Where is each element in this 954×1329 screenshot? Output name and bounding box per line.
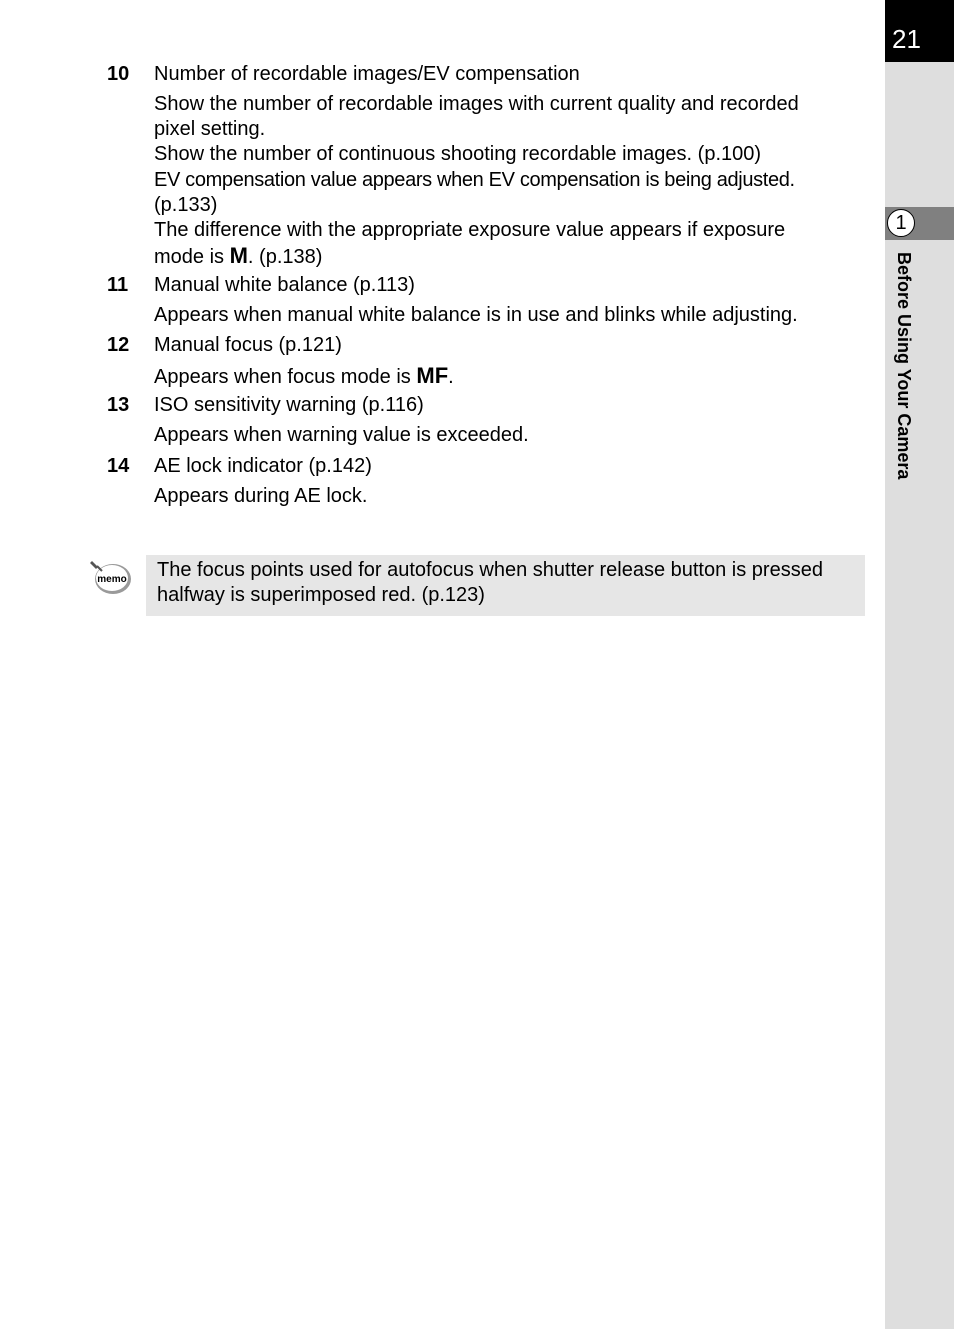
- item-number: 13: [107, 394, 130, 416]
- item-desc-line: Appears when manual white balance is in use and blinks while adjusting.: [154, 304, 798, 326]
- item-title: AE lock indicator (p.142): [154, 455, 372, 477]
- item-number: 10: [107, 63, 130, 85]
- item-desc-prefix: Appears when focus mode is: [154, 366, 417, 388]
- item-title: Manual focus (p.121): [154, 334, 342, 356]
- item-desc-line: EV compensation value appears when EV compensation is being adjusted.: [154, 169, 795, 191]
- manual-focus-icon: MF: [416, 363, 449, 388]
- memo-line: halfway is superimposed red. (p.123): [157, 584, 485, 606]
- chapter-side-bar: [885, 0, 954, 1329]
- item-title: ISO sensitivity warning (p.116): [154, 394, 424, 416]
- memo-box: [146, 555, 865, 616]
- item-desc-line: pixel setting.: [154, 118, 266, 140]
- item-desc-line: [154, 243, 867, 270]
- memo-line: The focus points used for autofocus when shutter release button is pressed: [157, 559, 823, 581]
- item-desc-prefix: mode is: [154, 246, 230, 268]
- memo-icon: [88, 559, 134, 597]
- item-number: 12: [107, 334, 130, 356]
- item-desc-suffix: . (p.138): [247, 246, 323, 268]
- item-title: Number of recordable images/EV compensation: [154, 63, 580, 85]
- memo-text: [157, 558, 823, 608]
- item-number: 11: [107, 274, 129, 296]
- item-desc-line: (p.133): [154, 194, 218, 216]
- chapter-number: 1: [887, 209, 915, 237]
- manual-exposure-mode-icon: M: [229, 243, 248, 268]
- item-desc-line: Show the number of recordable images with current quality and recorded: [154, 93, 799, 115]
- item-desc-line: Appears when warning value is exceeded.: [154, 424, 529, 446]
- item-desc-suffix: .: [448, 366, 454, 388]
- item-desc-line: Show the number of continuous shooting recordable images. (p.100): [154, 143, 762, 165]
- item-desc-line: The difference with the appropriate exposure value appears if exposure: [154, 219, 786, 241]
- chapter-title: Before Using Your Camera: [894, 252, 914, 480]
- page-number: 21: [892, 24, 921, 54]
- item-title: Manual white balance (p.113): [154, 274, 415, 296]
- memo-icon-label: memo: [97, 574, 127, 585]
- item-desc-line: [154, 363, 867, 390]
- item-number: 14: [107, 455, 130, 477]
- item-desc-line: Appears during AE lock.: [154, 485, 368, 507]
